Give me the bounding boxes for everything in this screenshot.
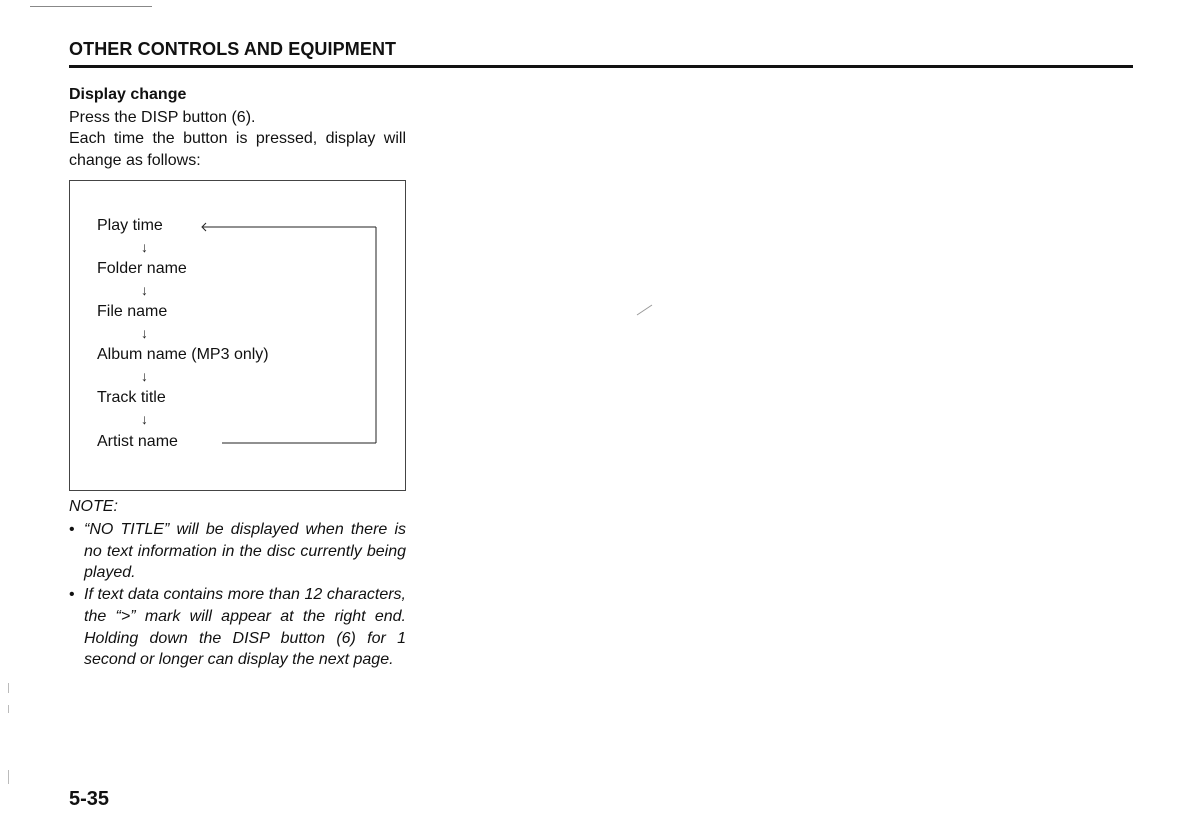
note-item [69,519,406,584]
instruction-paragraph: Press the DISP button (6). [69,109,256,126]
note-item [69,584,406,671]
down-arrow-icon: ↓ [141,239,148,255]
flow-item-play-time: Play time [97,217,163,234]
flow-item-file-name: File name [97,303,168,320]
flow-item-folder-name: Folder name [97,260,187,277]
display-change-heading: Display change [69,86,187,103]
note-text: If text data contains more than 12 characters, the “>” mark will appear at the right end. Holding down the DISP button (6) for 1 second or longer can display the next page. [84,586,406,669]
margin-speck [8,683,9,693]
note-text: “NO TITLE” will be displayed when there is no text information in the disc currently being played. [84,521,406,582]
bullet-icon: • [69,521,75,538]
page-number: 5-35 [69,788,110,810]
top-edge-rule [30,6,152,7]
margin-speck [8,770,9,784]
down-arrow-icon: ↓ [141,411,148,427]
note-label: NOTE: [69,498,118,515]
down-arrow-icon: ↓ [141,368,148,384]
flow-item-track-title: Track title [97,389,166,406]
note-list [69,519,406,671]
description-paragraph: Each time the button is pressed, display will change as follows: [69,130,406,169]
scan-speck [636,304,654,316]
margin-speck [8,705,9,713]
down-arrow-icon: ↓ [141,325,148,341]
section-title: OTHER CONTROLS AND EQUIPMENT [69,39,397,59]
bullet-icon: • [69,586,75,604]
section-header [69,38,1133,68]
flow-item-artist-name: Artist name [97,433,178,450]
down-arrow-icon: ↓ [141,282,148,298]
display-sequence-diagram [69,180,406,491]
flow-item-album-name: Album name (MP3 only) [97,346,269,363]
